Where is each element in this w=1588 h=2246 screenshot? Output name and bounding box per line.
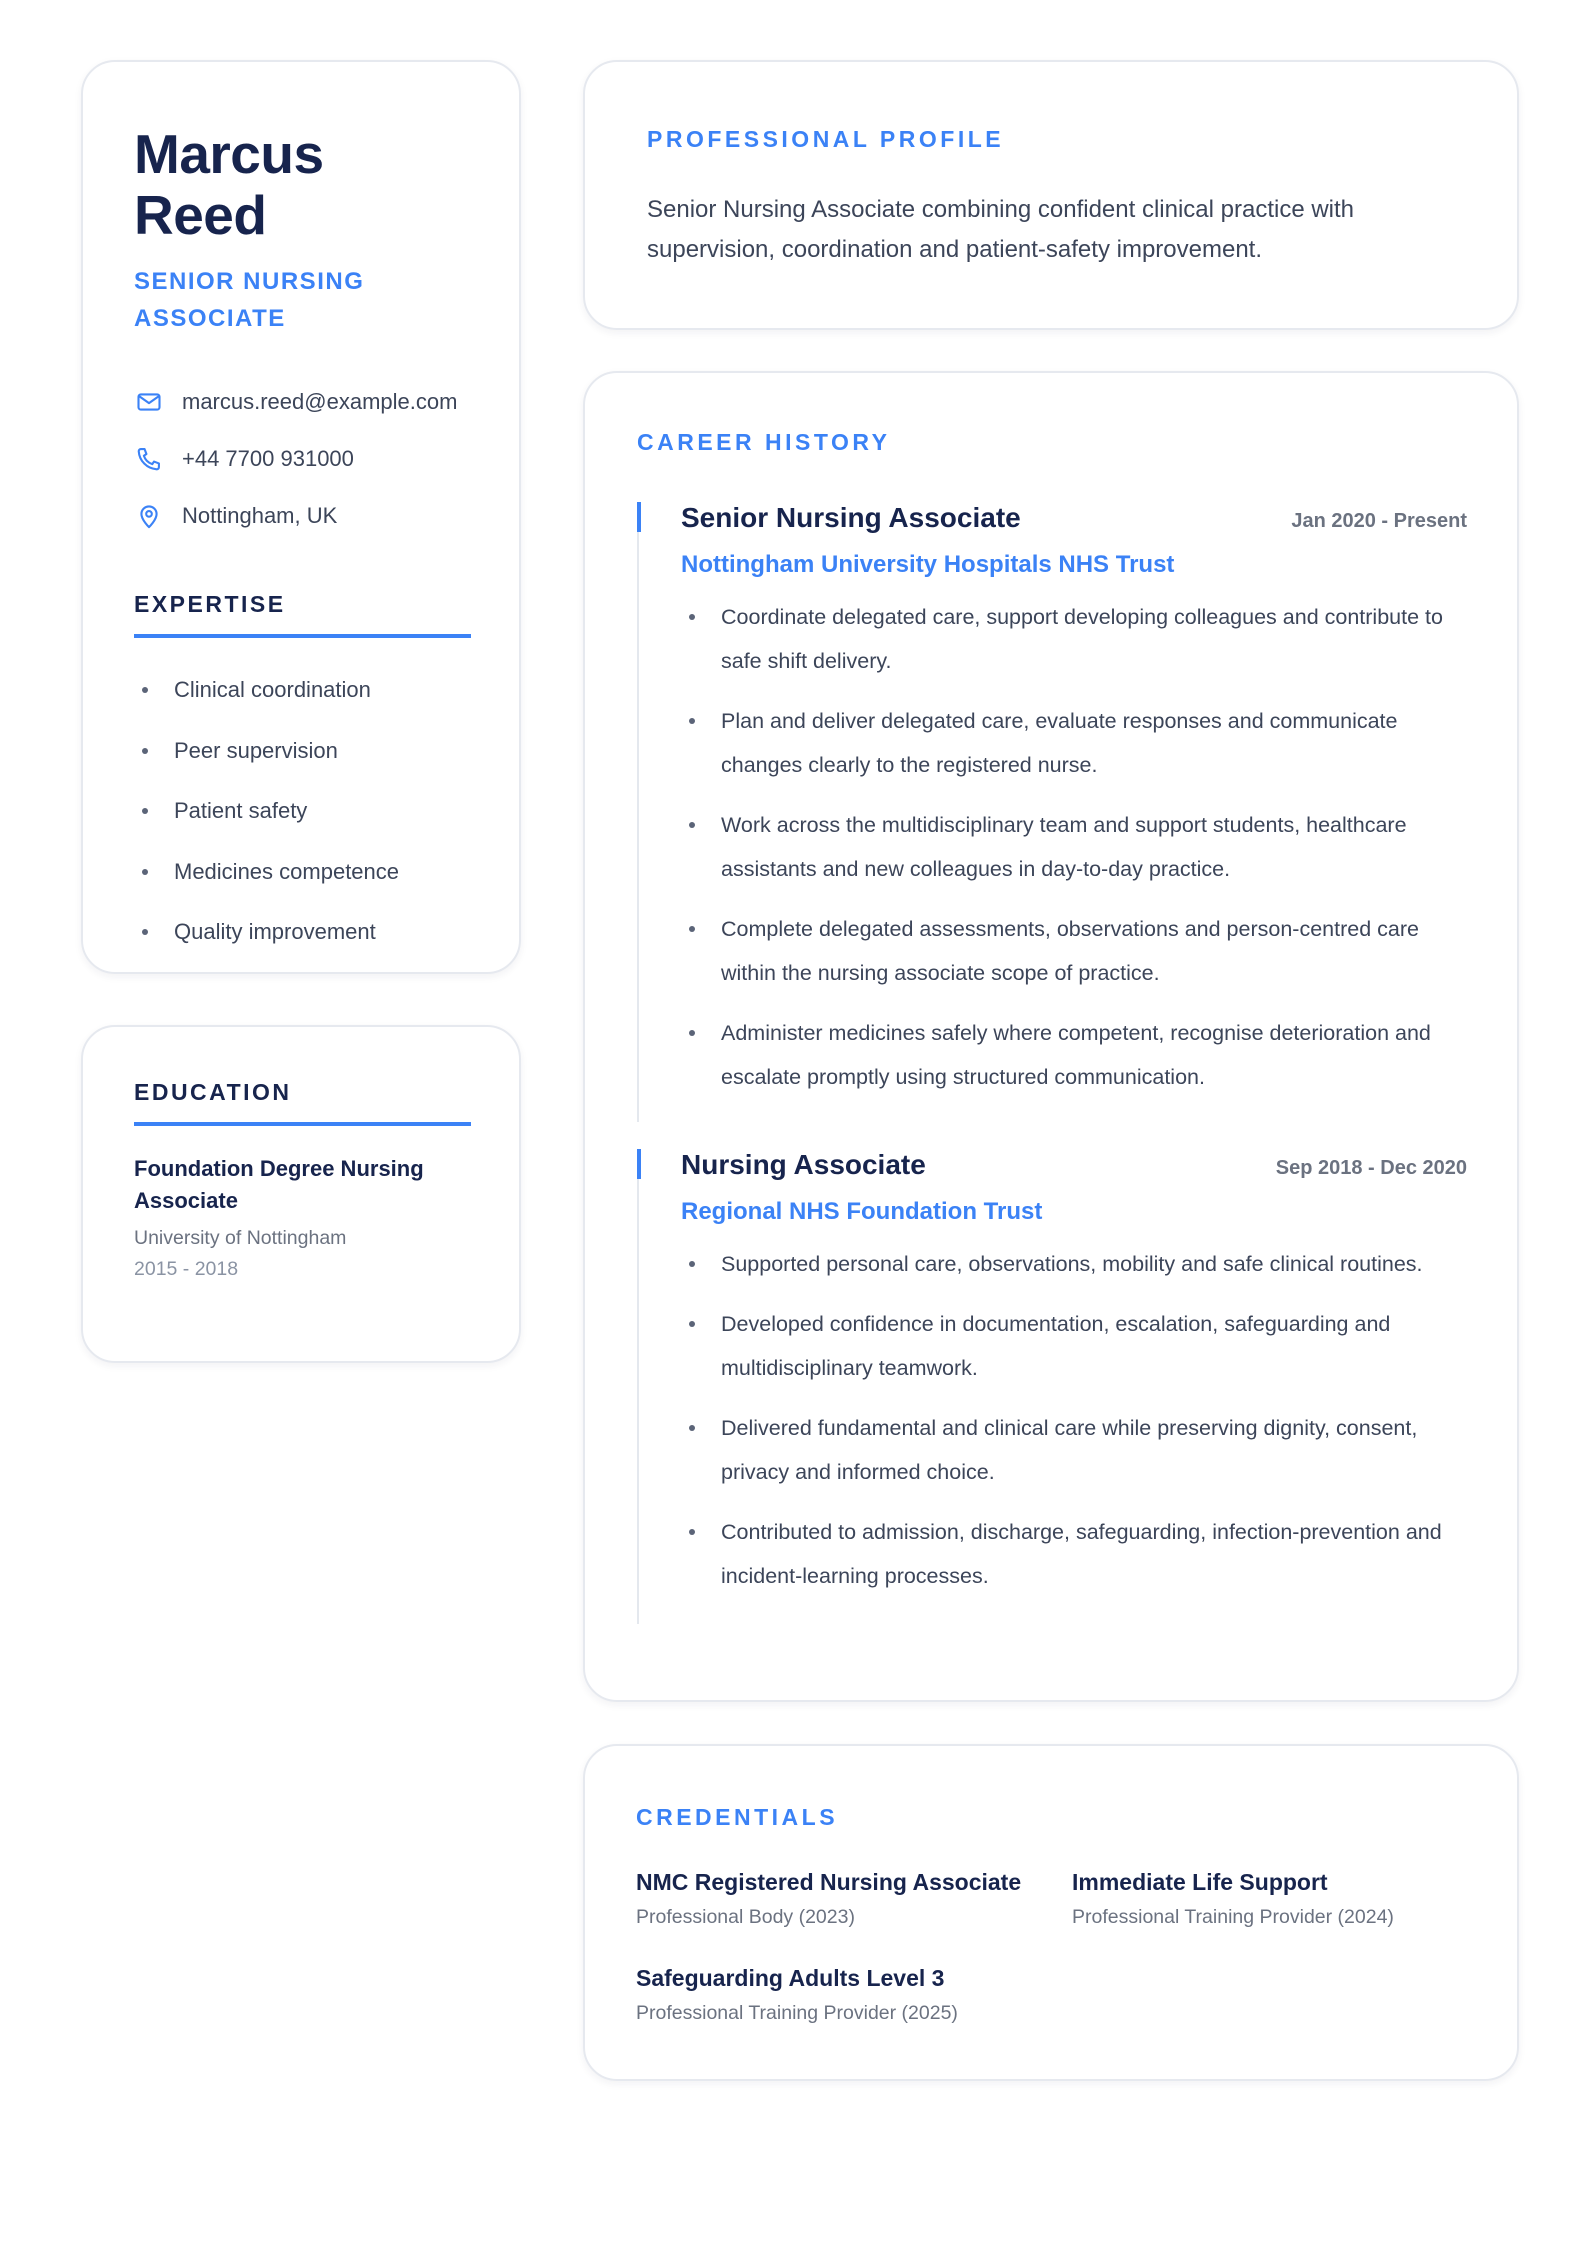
bullet-icon	[689, 1321, 695, 1327]
bullet-icon	[142, 687, 148, 693]
credential-item	[636, 1869, 1072, 1929]
career-card	[583, 371, 1519, 1702]
education-heading: EDUCATION	[134, 1079, 292, 1105]
credential-item	[636, 1965, 1072, 2025]
job-bullet-text: Complete delegated assessments, observations and person-centred care within the nursing associate scope of practice.	[721, 917, 1419, 985]
job-header	[681, 502, 1467, 534]
job-bullet	[681, 1406, 1467, 1494]
job-header	[681, 1149, 1467, 1181]
job-bullet	[681, 595, 1467, 683]
expertise-item-label: Peer supervision	[174, 737, 338, 763]
expertise-item-label: Quality improvement	[174, 919, 376, 945]
job-bullet-text: Administer medicines safely where competent, recognise deterioration and escalate promptly using structured communication.	[721, 1021, 1431, 1089]
job-dates: Jan 2020 - Present	[1291, 510, 1467, 532]
education-degree: Foundation Degree Nursing Associate	[134, 1156, 424, 1213]
job-bullet-list	[681, 595, 1467, 1099]
candidate-name: Marcus Reed	[134, 123, 324, 246]
career-heading: CAREER HISTORY	[637, 429, 891, 455]
credentials-card	[583, 1744, 1519, 2081]
expertise-divider	[134, 634, 471, 638]
timeline-accent	[637, 1149, 641, 1179]
job-entry	[637, 1149, 1467, 1598]
job-bullet-text: Plan and deliver delegated care, evaluate responses and communicate changes clearly to the registered nurse.	[721, 709, 1398, 777]
credential-item	[1072, 1869, 1472, 1929]
job-bullet	[681, 1302, 1467, 1390]
job-bullet	[681, 803, 1467, 891]
education-years: 2015 - 2018	[134, 1258, 239, 1280]
expertise-item-label: Clinical coordination	[174, 677, 371, 703]
contact-email	[134, 373, 468, 430]
location-text: Nottingham, UK	[182, 502, 338, 528]
credential-name: Immediate Life Support	[1072, 1869, 1328, 1895]
job-bullet	[681, 1242, 1467, 1286]
job-bullet-text: Delivered fundamental and clinical care while preserving dignity, consent, privacy and informed choice.	[721, 1416, 1418, 1484]
job-organisation: Nottingham University Hospitals NHS Trust	[681, 551, 1175, 578]
expertise-heading: EXPERTISE	[134, 591, 286, 617]
job-dates: Sep 2018 - Dec 2020	[1275, 1157, 1467, 1179]
timeline-accent	[637, 502, 641, 532]
map-pin-icon	[134, 501, 164, 531]
timeline-line	[637, 502, 639, 1122]
job-bullet-text: Developed confidence in documentation, escalation, safeguarding and multidisciplinary teamwork.	[721, 1312, 1391, 1380]
job-bullet-text: Work across the multidisciplinary team and support students, healthcare assistants and new colleagues in day-to-day practice.	[721, 813, 1407, 881]
profile-card	[583, 60, 1519, 330]
job-title: Senior Nursing Associate	[681, 502, 1021, 533]
phone-text[interactable]: +44 7700 931000	[182, 445, 354, 471]
education-divider	[134, 1122, 471, 1126]
education-school: University of Nottingham	[134, 1227, 347, 1249]
expertise-item	[134, 842, 468, 903]
profile-summary: Senior Nursing Associate combining confident clinical practice with supervision, coordination and patient-safety improvement.	[647, 196, 1355, 263]
contact-location	[134, 487, 468, 544]
job-bullet	[681, 1011, 1467, 1099]
expertise-list	[134, 660, 468, 963]
bullet-icon	[689, 1425, 695, 1431]
candidate-role: SENIOR NURSING ASSOCIATE	[134, 268, 365, 332]
credential-name: NMC Registered Nursing Associate	[636, 1869, 1022, 1895]
job-title: Nursing Associate	[681, 1149, 926, 1180]
phone-icon	[134, 444, 164, 474]
expertise-item-label: Patient safety	[174, 798, 308, 824]
timeline-line	[637, 1149, 639, 1624]
identity-card	[81, 60, 521, 974]
job-organisation: Regional NHS Foundation Trust	[681, 1198, 1043, 1225]
credential-source: Professional Training Provider (2024)	[1072, 1906, 1394, 1928]
bullet-icon	[689, 1261, 695, 1267]
education-card	[81, 1025, 521, 1363]
job-entry	[637, 502, 1467, 1099]
expertise-item	[134, 660, 468, 721]
job-bullet-list	[681, 1242, 1467, 1598]
job-bullet-text: Coordinate delegated care, support developing colleagues and contribute to safe shift delivery.	[721, 605, 1443, 673]
job-bullet	[681, 907, 1467, 995]
bullet-icon	[142, 869, 148, 875]
bullet-icon	[142, 929, 148, 935]
bullet-icon	[142, 808, 148, 814]
profile-heading: PROFESSIONAL PROFILE	[647, 126, 1005, 152]
credentials-heading: CREDENTIALS	[636, 1804, 839, 1830]
job-bullet-text: Supported personal care, observations, mobility and safe clinical routines.	[721, 1252, 1423, 1276]
bullet-icon	[689, 718, 695, 724]
bullet-icon	[689, 822, 695, 828]
expertise-item	[134, 781, 468, 842]
credential-source: Professional Body (2023)	[636, 1906, 855, 1928]
bullet-icon	[689, 926, 695, 932]
expertise-item	[134, 902, 468, 963]
contact-phone	[134, 430, 468, 487]
bullet-icon	[689, 614, 695, 620]
job-bullet	[681, 699, 1467, 787]
credential-source: Professional Training Provider (2025)	[636, 2002, 958, 2024]
expertise-item	[134, 721, 468, 782]
credential-name: Safeguarding Adults Level 3	[636, 1965, 945, 1991]
expertise-item-label: Medicines competence	[174, 858, 400, 884]
email-text[interactable]: marcus.reed@example.com	[182, 388, 458, 414]
mail-icon	[134, 387, 164, 417]
bullet-icon	[689, 1030, 695, 1036]
job-bullet	[681, 1510, 1467, 1598]
credentials-grid	[636, 1869, 1467, 2025]
bullet-icon	[689, 1529, 695, 1535]
job-bullet-text: Contributed to admission, discharge, safeguarding, infection-prevention and incident-learning processes.	[721, 1520, 1442, 1588]
bullet-icon	[142, 748, 148, 754]
contact-list	[134, 373, 468, 544]
